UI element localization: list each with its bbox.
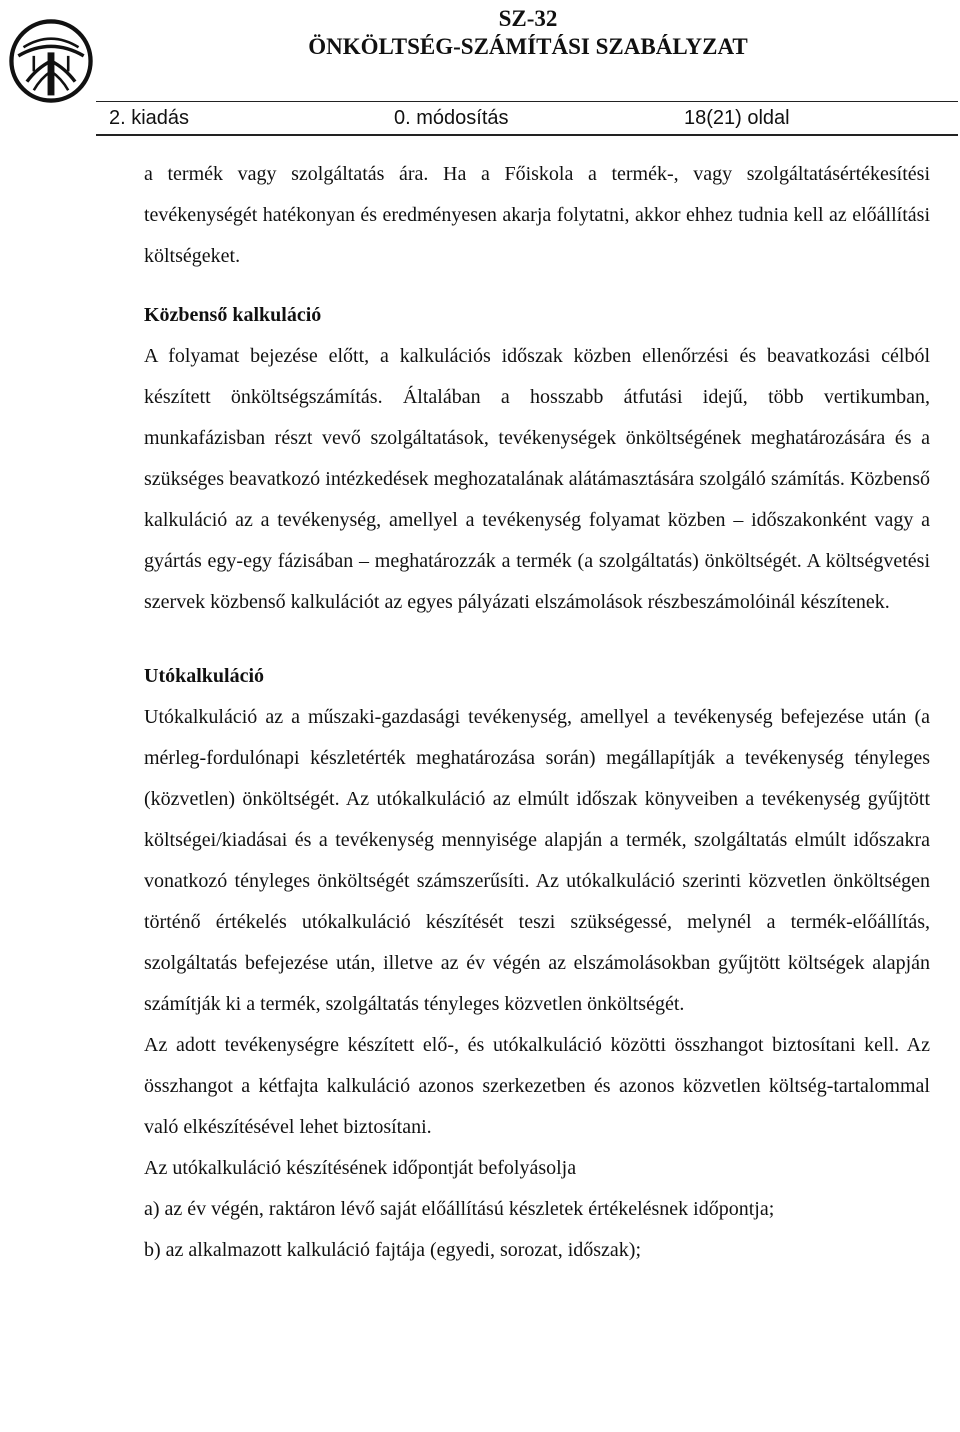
section-paragraph-idopont: Az utókalkuláció készítésének időpontját befolyásolja <box>144 1157 577 1179</box>
section-paragraph-osszhang: Az adott tevékenységre készített elő-, és utókalkuláció közötti összhangot biztosítani kell. Az összhangot a kétfajta kalkuláció azonos szerkezetben és azonos közvetlen költség-tartalommal való elkészítésével lehet biztosítani. <box>144 1034 930 1138</box>
section-paragraph-kozbenso: A folyamat bejezése előtt, a kalkulációs időszak közben ellenőrzési és beavatkozási célból készített önköltségszámítás. Általában a hosszabb átfutási idejű, több vertikumban, munkafázisban részt vevő szolgáltatások, tevékenységek önköltségének meghatározására és a szükséges beavatkozó intézkedések meghozatalának alátámasztására szolgáló számítás. Közbenső kalkuláció az a tevékenység, amellyel a tevékenység folyamat közben ‒ időszakonként vagy a gyártás egy-egy fázisában ‒ meghatározzák a termék (a szolgáltatás) önköltségét. A költségvetési szervek közbenső kalkulációt az egyes pályázati elszámolások részbeszámolóinál készítenek. <box>144 345 930 613</box>
document-meta-row <box>96 101 958 136</box>
document-title: ÖNKÖLTSÉG-SZÁMÍTÁSI SZABÁLYZAT <box>308 34 748 59</box>
section-heading-utokalkulacio: Utókalkuláció <box>144 665 265 687</box>
edition-label: 2. kiadás <box>109 107 190 129</box>
section-paragraph-utokalkulacio: Utókalkuláció az a műszaki-gazdasági tevékenység, amellyel a tevékenység befejezése után (a mérleg-fordulónapi készletérték meghatározása során) megállapítják a tevékenység tényleges (közvetlen) önköltségét. Az utókalkuláció az elmúlt időszak könyveiben a tevékenység gyűjtött költségei/kiadásai és a tevékenység mennyisége alapján a termék, szolgáltatás elmúlt időszakra vonatkozó tényleges önköltségét számszerűsíti. Az utókalkuláció szerinti közvetlen önköltségen történő értékelés utókalkuláció készítését teszi szükségessé, melynél a termék-előállítás, szolgáltatás befejezése után, illetve az év végén az elszámolásokban gyűjtött költségek alapján számítják ki a termék, szolgáltatás tényleges közvetlen önköltségét. <box>144 706 930 1015</box>
modification-label: 0. módosítás <box>394 107 509 129</box>
page-header <box>0 0 960 132</box>
section-heading-kozbenso: Közbenső kalkuláció <box>144 304 322 326</box>
list-item-a: a) az év végén, raktáron lévő saját előállítású készletek értékelésnek időpontja; <box>144 1198 775 1220</box>
intro-paragraph: a termék vagy szolgáltatás ára. Ha a Főiskola a termék-, vagy szolgáltatásértékesítési tevékenységét hatékonyan és eredményesen akarja folytatni, akkor ehhez tudnia kell az előállítási költségeket. <box>144 163 930 267</box>
page-number: 18(21) oldal <box>684 107 790 129</box>
document-body <box>144 154 930 1271</box>
list-item-b: b) az alkalmazott kalkuláció fajtája (egyedi, sorozat, időszak); <box>144 1239 642 1261</box>
document-code: SZ-32 <box>498 6 558 31</box>
